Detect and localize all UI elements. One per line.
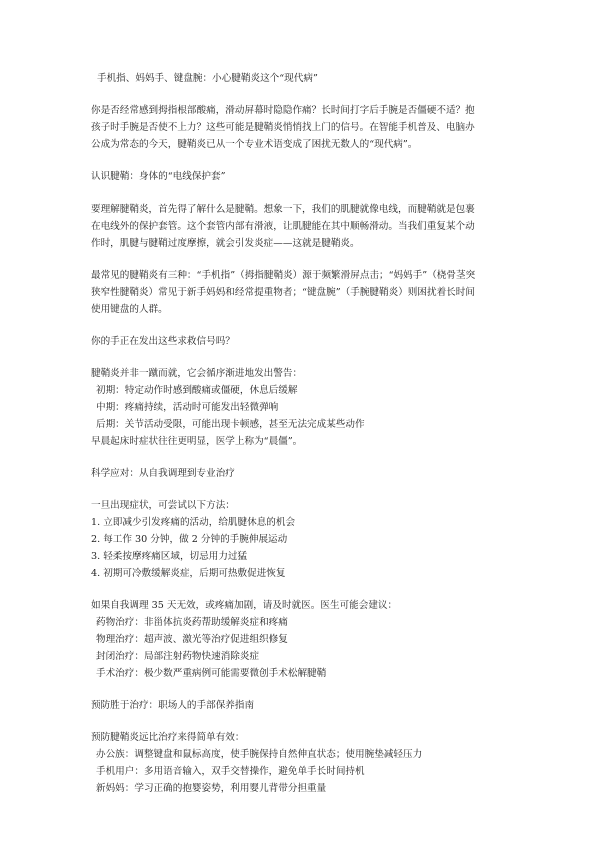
list-text: 初期可冷敷缓解炎症，后期可热敷促进恢复 bbox=[103, 568, 286, 579]
list-item: 中期：疼痛持续，活动时可能发出轻微弹响 bbox=[96, 402, 279, 413]
list-number: 1. bbox=[91, 517, 101, 528]
section-heading: 科学应对：从自我调理到专业治疗 bbox=[91, 468, 235, 479]
paragraph-line: 最常见的腱鞘炎有三种：“手机指”（拇指腱鞘炎）源于频繁滑屏点击；“妈妈手”（桡骨茎突 bbox=[91, 270, 476, 281]
paragraph-line: 一旦出现症状，可尝试以下方法： bbox=[91, 500, 235, 511]
list-item: 办公族：调整键盘和鼠标高度，使手腕保持自然伸直状态；使用腕垫减轻压力 bbox=[96, 749, 423, 760]
section-heading: 预防胜于治疗：职场人的手部保养指南 bbox=[91, 700, 255, 711]
list-number: 3. bbox=[91, 551, 101, 562]
list-item: 药物治疗：非甾体抗炎药帮助缓解炎症和疼痛 bbox=[96, 617, 288, 628]
list-item bbox=[91, 548, 247, 565]
list-text: 每工作 30 分钟，做 2 分钟的手腕伸展运动 bbox=[103, 534, 288, 545]
list-number: 2. bbox=[91, 534, 101, 545]
section-heading: 你的手正在发出这些求救信号吗？ bbox=[91, 336, 235, 347]
paragraph-line: 要理解腱鞘炎，首先得了解什么是腱鞘。想象一下，我们的肌腱就像电线，而腱鞘就是包裹 bbox=[91, 204, 475, 215]
paragraph-line: 使用键盘的人群。 bbox=[91, 304, 168, 315]
paragraph-line: 腱鞘炎并非一蹴而就，它会循序渐进地发出警告： bbox=[91, 368, 303, 379]
paragraph-line: 在电线外的保护套管。这个套管内部有滑液，让肌腱能在其中顺畅滑动。当我们重复某个动 bbox=[91, 221, 475, 232]
section-heading: 认识腱鞘：身体的“电线保护套” bbox=[91, 171, 226, 182]
paragraph-line: 预防腱鞘炎远比治疗来得简单有效： bbox=[91, 732, 245, 743]
list-item: 封闭治疗：局部注射药物快速消除炎症 bbox=[96, 651, 260, 662]
list-item: 物理治疗：超声波、激光等治疗促进组织修复 bbox=[96, 634, 288, 645]
list-item: 手术治疗：极少数严重病例可能需要微创手术松解腱鞘 bbox=[96, 668, 327, 679]
list-item: 新妈妈：学习正确的抱婴姿势，利用婴儿背带分担重量 bbox=[96, 783, 327, 794]
paragraph-line: 如果自我调理 35 天无效，或疼痛加剧，请及时就医。医生可能会建议： bbox=[91, 600, 398, 611]
intro-line: 孩子时手腕是否使不上力？这些可能是腱鞘炎悄悄找上门的信号。在智能手机普及、电脑办 bbox=[91, 122, 475, 133]
list-item: 初期：特定动作时感到酸痛或僵硬，休息后缓解 bbox=[96, 385, 298, 396]
list-item bbox=[91, 565, 286, 582]
document-title: 手机指、妈妈手、键盘腕：小心腱鞘炎这个“现代病” bbox=[97, 73, 318, 84]
paragraph-line: 狭窄性腱鞘炎）常见于新手妈妈和经常提重物者；“键盘腕”（手腕腱鞘炎）则困扰着长时间 bbox=[91, 287, 475, 298]
list-item bbox=[91, 531, 287, 548]
list-item: 手机用户：多用语音输入，双手交替操作，避免单手长时间持机 bbox=[96, 766, 365, 777]
intro-line: 你是否经常感到拇指根部酸痛，滑动屏幕时隐隐作痛？长时间打字后手腕是否僵硬不适？抱 bbox=[91, 105, 475, 116]
paragraph-line: 作时，肌腱与腱鞘过度摩擦，就会引发炎症——这就是腱鞘炎。 bbox=[91, 238, 360, 249]
list-item: 后期：关节活动受限，可能出现卡顿感，甚至无法完成某些动作 bbox=[96, 419, 365, 430]
intro-line: 公成为常态的今天，腱鞘炎已从一个专业术语变成了困扰无数人的“现代病”。 bbox=[91, 139, 418, 150]
list-item bbox=[91, 514, 295, 531]
list-text: 立即减少引发疼痛的活动，给肌腱休息的机会 bbox=[103, 517, 296, 528]
list-number: 4. bbox=[91, 568, 101, 579]
paragraph-line: 早晨起床时症状往往更明显，医学上称为“晨僵”。 bbox=[91, 436, 303, 447]
list-text: 轻柔按摩疼痛区域，切忌用力过猛 bbox=[103, 551, 248, 562]
